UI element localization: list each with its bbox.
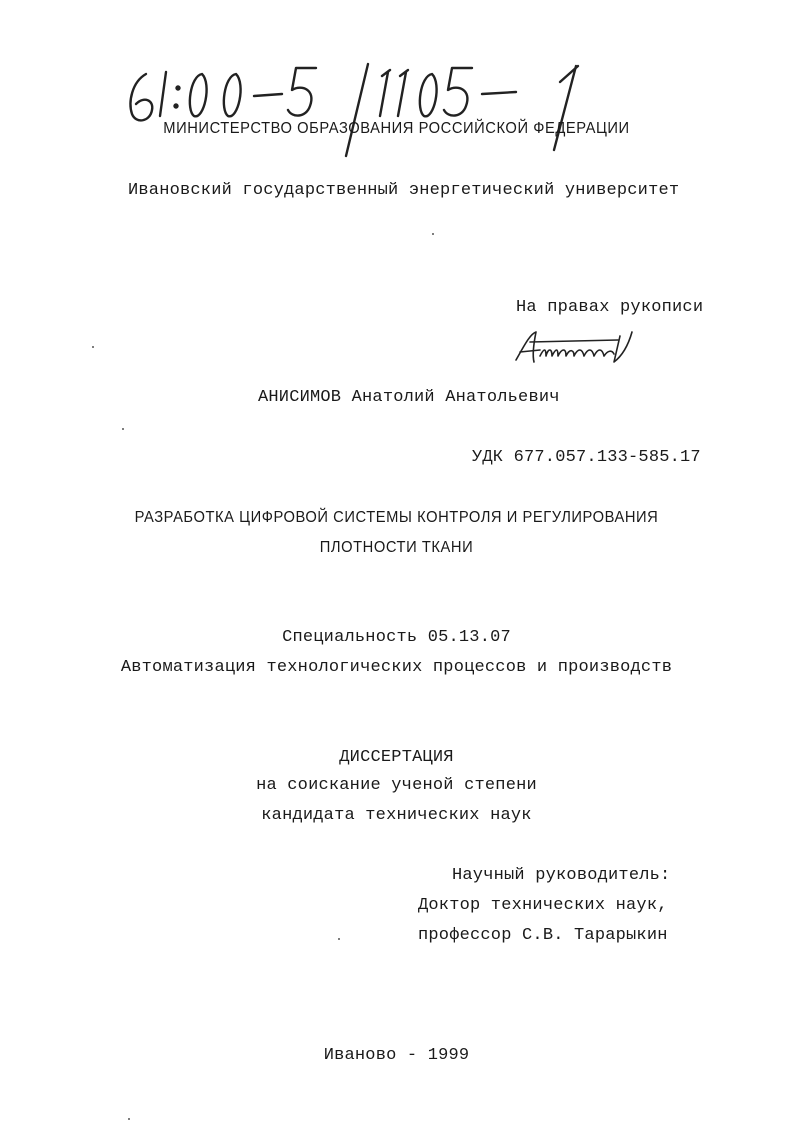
- university-name: Ивановский государственный энергетический университет: [128, 181, 680, 200]
- handwritten-archive-number: [120, 60, 600, 160]
- advisor-name: профессор С.В. Тарарыкин: [418, 926, 668, 945]
- scan-speck: [92, 346, 94, 348]
- degree-line-1: на соискание ученой степени: [256, 776, 537, 795]
- manuscript-rights: На правах рукописи: [516, 298, 704, 317]
- scan-speck: [338, 938, 340, 940]
- scan-speck: [432, 233, 434, 235]
- scan-speck: [128, 1118, 130, 1120]
- author-signature: [510, 326, 640, 372]
- thesis-title-line-2: ПЛОТНОСТИ ТКАНИ: [319, 539, 474, 556]
- advisor-label: Научный руководитель:: [452, 866, 671, 885]
- thesis-title-line-1: РАЗРАБОТКА ЦИФРОВОЙ СИСТЕМЫ КОНТРОЛЯ И РЕГУЛИРОВАНИЯ: [134, 509, 659, 526]
- advisor-degree: Доктор технических наук,: [418, 896, 668, 915]
- document-type: ДИССЕРТАЦИЯ: [339, 748, 454, 767]
- degree-line-2: кандидата технических наук: [261, 806, 532, 825]
- udk-code: УДК 677.057.133-585.17: [472, 448, 701, 467]
- specialty-code: Специальность 05.13.07: [282, 628, 511, 647]
- ministry-heading: МИНИСТЕРСТВО ОБРАЗОВАНИЯ РОССИЙСКОЙ ФЕДЕРАЦИИ: [163, 120, 630, 137]
- specialty-name: Автоматизация технологических процессов и производств: [120, 658, 673, 677]
- scan-speck: [122, 428, 124, 430]
- city-and-year: Иваново - 1999: [323, 1046, 470, 1065]
- author-name: АНИСИМОВ Анатолий Анатольевич: [258, 388, 560, 407]
